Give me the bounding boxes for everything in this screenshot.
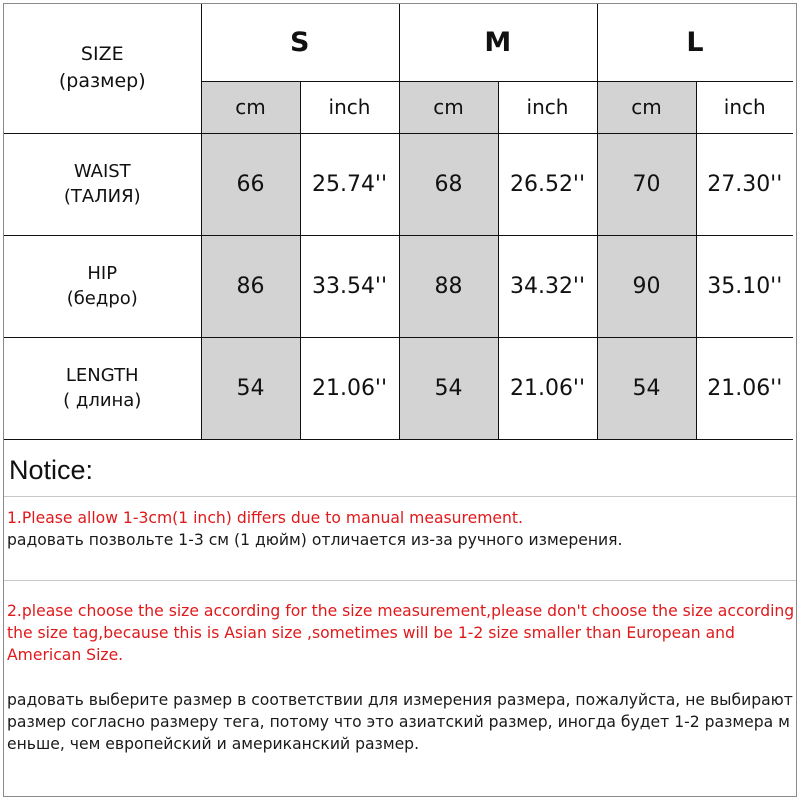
table-row-hip — [4, 235, 793, 337]
value-cell: 33.54'' — [300, 235, 399, 337]
value-cell: 26.52'' — [498, 133, 597, 235]
size-corner-cell — [4, 4, 201, 133]
corner-label: SIZE — [80, 43, 124, 66]
unit-cell: inch — [696, 81, 793, 133]
value-cell: 54 — [399, 337, 498, 439]
value-cell: 35.10'' — [696, 235, 793, 337]
value-cell: 27.30'' — [696, 133, 793, 235]
row-label: HIP — [87, 263, 118, 284]
value-cell: 54 — [201, 337, 300, 439]
unit-cell: cm — [201, 81, 300, 133]
value-cell: 21.06'' — [498, 337, 597, 439]
value-cell: 34.32'' — [498, 235, 597, 337]
size-s-header: S — [201, 4, 399, 81]
divider — [4, 580, 796, 581]
value-cell: 68 — [399, 133, 498, 235]
unit-cell: cm — [597, 81, 696, 133]
table-row-length — [4, 337, 793, 439]
value-cell: 25.74'' — [300, 133, 399, 235]
unit-cell: inch — [300, 81, 399, 133]
value-cell: 66 — [201, 133, 300, 235]
corner-label-translation: (размер) — [58, 70, 146, 93]
size-m-header: M — [399, 4, 597, 81]
divider — [4, 496, 796, 497]
value-cell: 21.06'' — [300, 337, 399, 439]
row-label-translation: (ТАЛИЯ) — [63, 186, 141, 207]
size-chart-table — [4, 4, 793, 440]
unit-cell: cm — [399, 81, 498, 133]
unit-cell: inch — [498, 81, 597, 133]
notice-1-english: 1.Please allow 1-3cm(1 inch) differs due to manual measurement. — [7, 509, 523, 527]
value-cell: 88 — [399, 235, 498, 337]
row-label-cell — [4, 235, 201, 337]
notice-1-russian: радовать позвольте 1-3 см (1 дюйм) отличается из-за ручного измерения. — [7, 531, 623, 549]
row-label-cell — [4, 133, 201, 235]
value-cell: 54 — [597, 337, 696, 439]
value-cell: 90 — [597, 235, 696, 337]
notice-title: Notice: — [9, 455, 94, 485]
row-label: LENGTH — [65, 365, 139, 386]
value-cell: 21.06'' — [696, 337, 793, 439]
row-label-translation: ( длина) — [63, 390, 142, 411]
value-cell: 86 — [201, 235, 300, 337]
row-label-translation: (бедро) — [66, 288, 138, 309]
row-label-cell — [4, 337, 201, 439]
size-header-row — [4, 4, 793, 81]
notice-2-english: 2.please choose the size according for the size measurement,please don't choose the size according the size tag,because this is Asian size ,sometimes will be 1-2 size smaller than European and American Size. — [7, 602, 795, 664]
table-row-waist — [4, 133, 793, 235]
value-cell: 70 — [597, 133, 696, 235]
size-l-header: L — [597, 4, 793, 81]
row-label: WAIST — [73, 161, 131, 182]
notice-2-russian: радовать выберите размер в соответствии для измерения размера, пожалуйста, не выбирают размер согласно размеру тега, потому что это азиатский размер, иногда будет 1-2 размера м еньше, чем европейский и американский размер. — [7, 691, 793, 753]
